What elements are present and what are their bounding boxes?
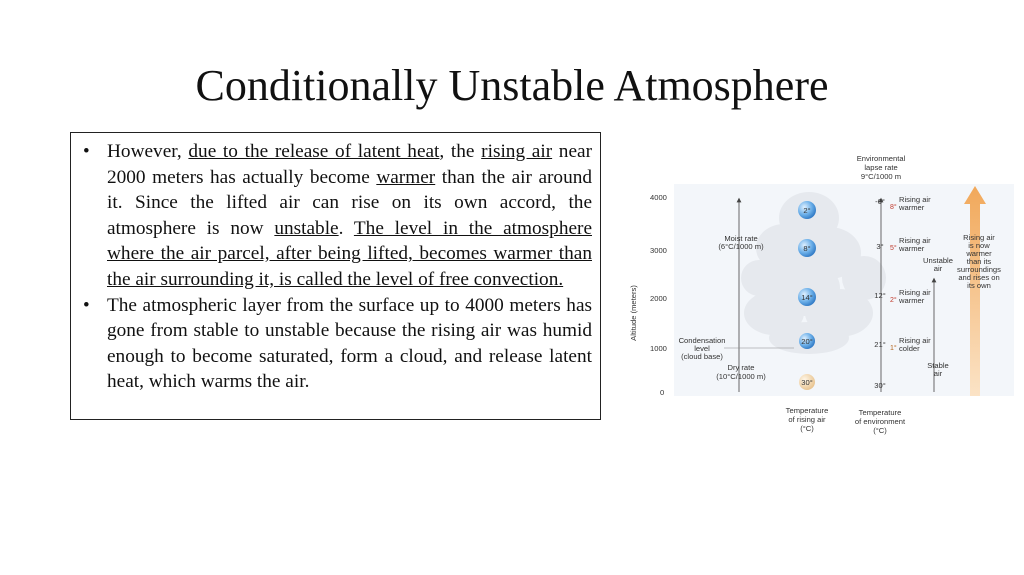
unstable-air-label: air [933, 264, 943, 273]
env-temp: 30° [874, 381, 886, 390]
bullet-text: than the air around it. Since the lifted air can rise on its own accord, the atmosphere is now [107, 166, 592, 239]
condensation-label: Condensation [678, 336, 726, 345]
svg-text:than its: than its [966, 257, 992, 266]
bullet-text: rising air [481, 141, 553, 162]
diff-label: Rising air [899, 236, 931, 245]
unstable-air-label: Unstable [923, 256, 953, 265]
env-lapse-label: lapse rate [864, 163, 898, 172]
env-temp: 21° [874, 340, 886, 349]
moist-rate-label: Moist rate [724, 234, 758, 243]
diff-label: colder [899, 344, 920, 353]
conditionally-unstable-diagram [624, 148, 1024, 448]
temp-rising-label: of rising air [788, 415, 826, 424]
diff-label: warmer [899, 203, 925, 212]
svg-text:surroundings: surroundings [957, 265, 1001, 274]
altitude-label: 0 [660, 388, 665, 397]
bullet-text-box [70, 132, 601, 420]
temp-difference: 1° [890, 345, 897, 352]
bullet-text: . [338, 217, 354, 239]
svg-text:is now: is now [968, 241, 990, 250]
slide-title: Conditionally Unstable Atmosphere [195, 61, 829, 110]
svg-text:warmer: warmer [966, 249, 992, 258]
temp-rising-label: (°C) [800, 424, 814, 433]
env-temp: 3° [876, 242, 884, 251]
svg-text:and rises on: and rises on [958, 273, 1000, 282]
y-axis-label: Altitude (meters) [629, 285, 638, 341]
dry-rate-label: (10°C/1000 m) [716, 372, 766, 381]
bullet-text: warmer [376, 166, 436, 188]
svg-text:its own: its own [967, 281, 991, 290]
temp-env-label: of environment [854, 417, 906, 426]
diff-label: warmer [899, 296, 925, 305]
diff-label: Rising air [899, 288, 931, 297]
diff-label: Rising air [899, 336, 931, 345]
condensation-label: level [694, 344, 710, 353]
rising-temp: 20° [801, 337, 813, 346]
svg-text:Rising air: Rising air [963, 233, 995, 242]
stable-air-label: Stable [927, 361, 949, 370]
env-lapse-label: Environmental [856, 154, 906, 163]
diagram-svg [624, 148, 1024, 448]
bullet-item [79, 293, 592, 395]
rising-temp: 14° [801, 293, 813, 302]
rising-temp: 30° [801, 378, 813, 387]
temp-difference: 2° [890, 297, 897, 304]
temp-difference: 8° [890, 204, 897, 211]
temp-rising-label: Temperature [785, 406, 829, 415]
altitude-label: 3000 [650, 246, 667, 255]
bullet-dot: • [83, 294, 90, 316]
diff-label: warmer [899, 244, 925, 253]
temp-env-label: Temperature [858, 408, 902, 417]
bullet-text: , the [439, 141, 482, 162]
temp-difference: 5° [890, 245, 897, 252]
bullet-text: due to the release of latent heat [188, 141, 440, 162]
altitude-label: 1000 [650, 344, 667, 353]
bullet-text: near 2000 meters has actually become [107, 141, 592, 188]
bullet-text: The atmospheric layer from the surface up to 4000 meters has gone from stable to unstable because the rising air was humid enough to become saturated, form a cloud, and release latent heat, which warms the air. [107, 294, 592, 393]
stable-air-label: air [933, 369, 943, 378]
bullet-list [79, 139, 592, 395]
temp-env-label: (°C) [873, 426, 887, 435]
bullet-item [79, 139, 592, 293]
rising-temp: 2° [803, 206, 811, 215]
dry-rate-label: Dry rate [727, 363, 755, 372]
bullet-dot: • [83, 141, 90, 162]
moist-rate-label: (6°C/1000 m) [718, 242, 764, 251]
diff-label: Rising air [899, 195, 931, 204]
altitude-label: 4000 [650, 193, 667, 202]
condensation-label: (cloud base) [681, 352, 723, 361]
env-temp: 12° [874, 291, 886, 300]
env-lapse-label: 9°C/1000 m [860, 172, 902, 181]
bullet-text: unstable [274, 217, 339, 239]
bullet-text: The level in the atmosphere where the air parcel, after being lifted, becomes warmer than the air surrounding it, is called the level of free convection. [107, 217, 592, 290]
rising-temp: 8° [803, 244, 811, 253]
altitude-label: 2000 [650, 294, 667, 303]
env-temp: -6° [875, 197, 885, 206]
bullet-text: However, [107, 141, 189, 162]
